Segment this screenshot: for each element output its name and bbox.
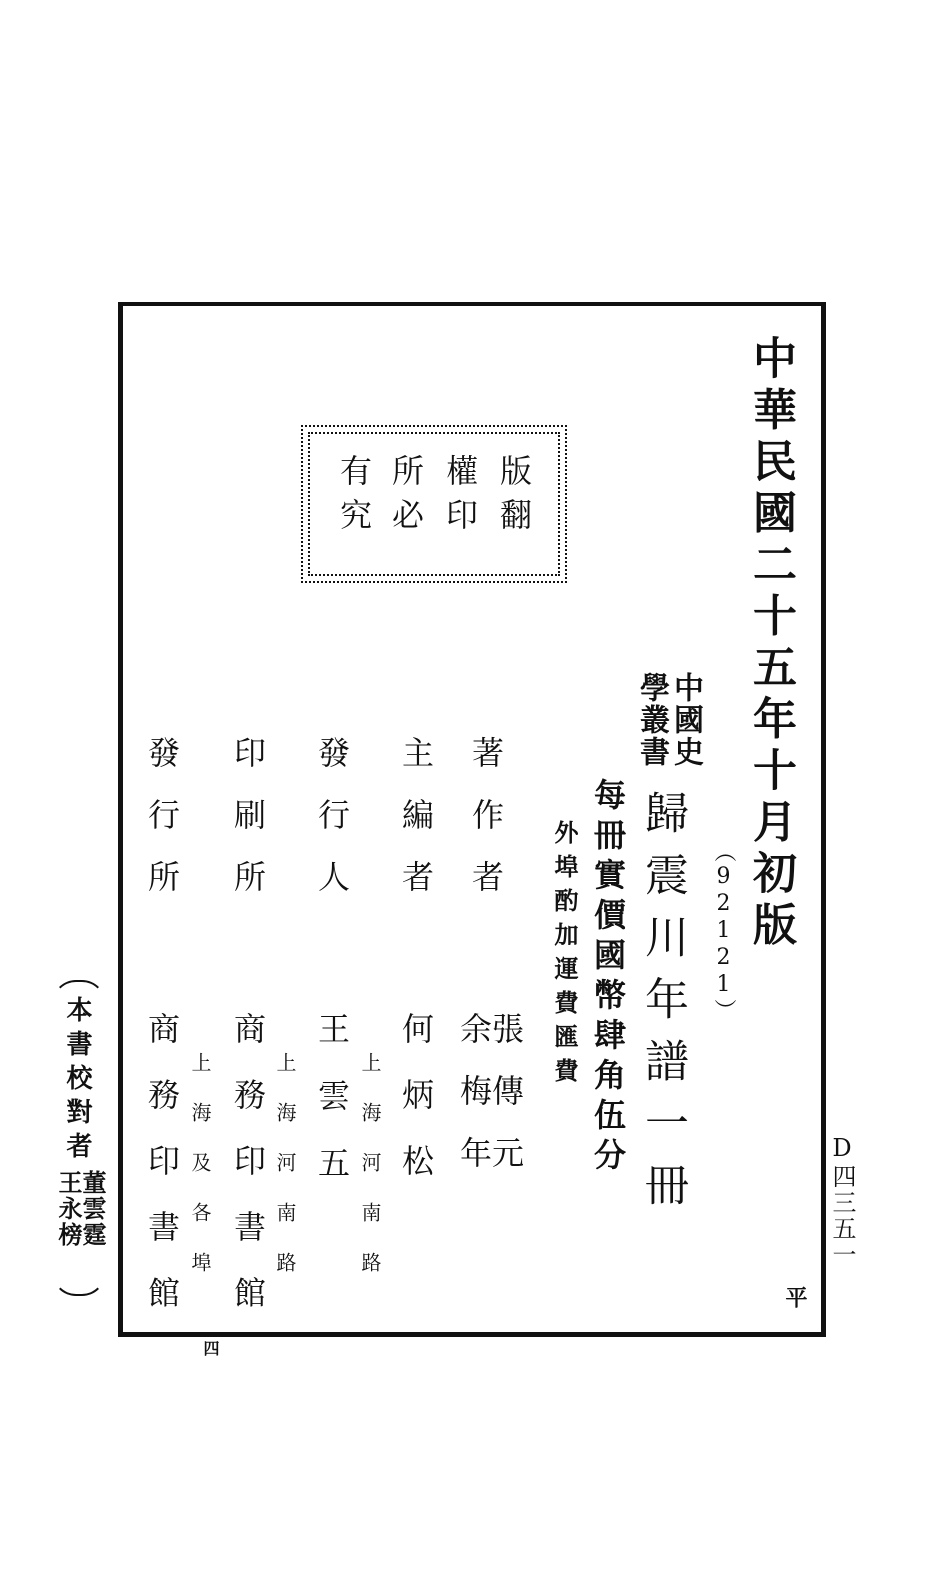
book-title: 歸震川年譜一冊 bbox=[637, 790, 688, 1224]
copyright-col-3: 所必 bbox=[387, 454, 425, 542]
book-code: （92121） bbox=[711, 840, 736, 1023]
author-name-b: 余梅年 bbox=[455, 1012, 493, 1198]
distributor-name: 商務印書館 bbox=[143, 1012, 181, 1342]
printer-address: 上海河南路 bbox=[273, 1052, 297, 1302]
corner-mark: 平 bbox=[782, 1286, 808, 1308]
publication-date: 中華民國二十五年十月初版 bbox=[745, 335, 796, 953]
author-label: 著作者 bbox=[467, 736, 505, 922]
distributor-label: 發行所 bbox=[143, 736, 181, 922]
page-number: 四 bbox=[201, 1340, 220, 1356]
copyright-col-2: 權印 bbox=[441, 454, 479, 542]
price: 每冊實價國幣肆角伍分 bbox=[589, 778, 627, 1178]
side-code: D四三五一 bbox=[828, 1134, 856, 1268]
series-name-line1: 中國史 bbox=[668, 672, 703, 768]
copyright-stamp bbox=[308, 432, 560, 576]
editor-label: 主編者 bbox=[397, 736, 435, 922]
printer-name: 商務印書館 bbox=[229, 1012, 267, 1342]
proofreader-label: 本書校對者 bbox=[62, 996, 92, 1166]
series-name-line2: 學叢書 bbox=[634, 672, 669, 768]
printer-label: 印刷所 bbox=[229, 736, 267, 922]
publisher-person-name: 王雲五 bbox=[313, 1012, 351, 1213]
copyright-col-4: 有究 bbox=[335, 454, 373, 542]
publisher-person-label: 發行人 bbox=[313, 736, 351, 922]
proofreader-name-b: 王永榜 bbox=[54, 1170, 83, 1248]
author-name-a: 張傳元 bbox=[487, 1012, 525, 1198]
price-note: 外埠酌加運費匯費 bbox=[550, 820, 579, 1092]
publisher-person-address: 上海河南路 bbox=[358, 1052, 382, 1302]
proofreader-name-a: 董雲霆 bbox=[78, 1170, 107, 1248]
distributor-address: 上海及各埠 bbox=[188, 1052, 212, 1302]
copyright-col-1: 版翻 bbox=[495, 454, 533, 542]
editor-name: 何炳松 bbox=[397, 1012, 435, 1210]
